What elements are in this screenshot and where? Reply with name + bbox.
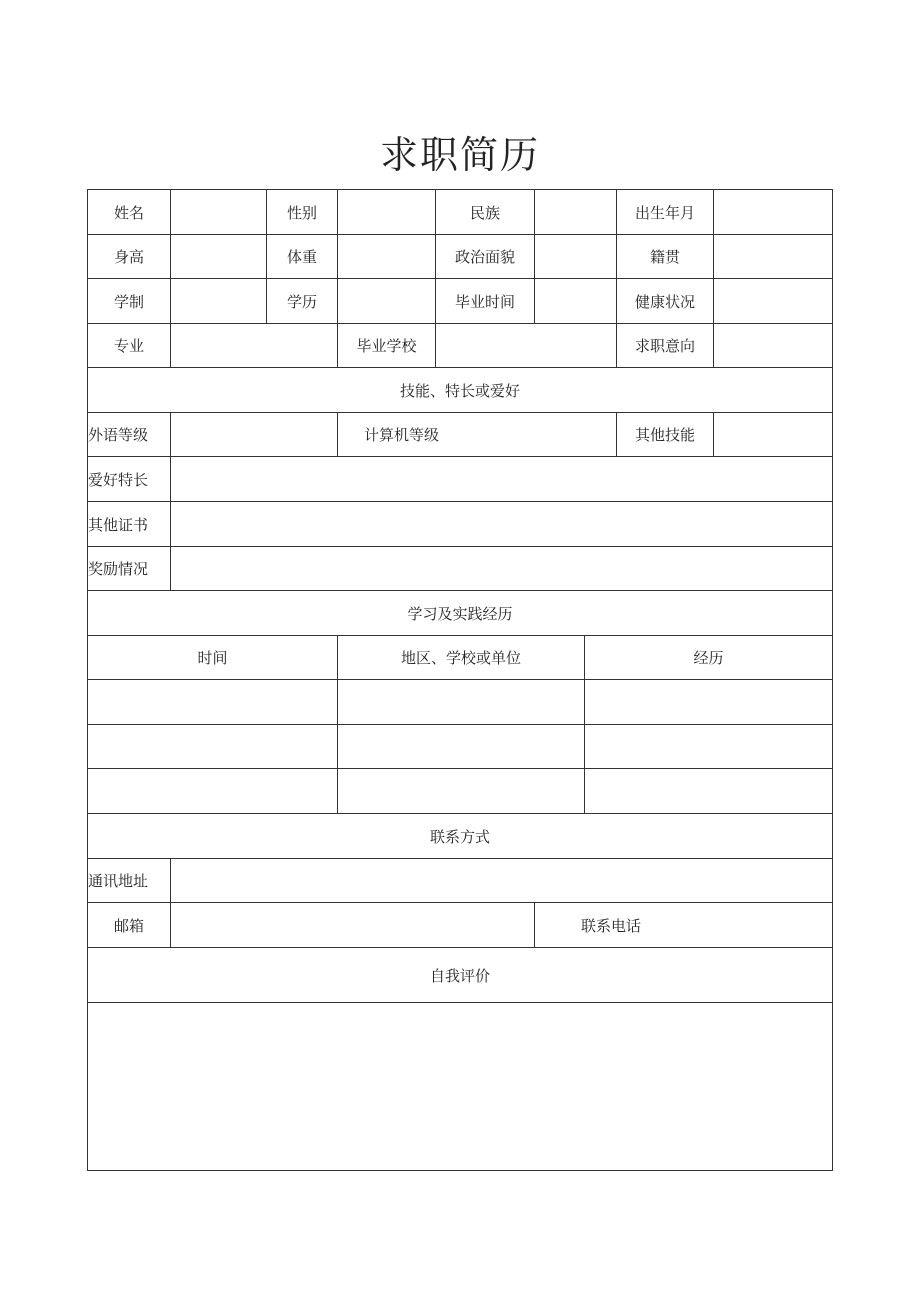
section-experience-title: 学习及实践经历 <box>407 604 513 623</box>
label-job-intent-text: 求职意向 <box>634 337 695 355</box>
field-self-eval[interactable] <box>88 1003 832 1170</box>
label-major-text: 专业 <box>113 337 144 355</box>
section-contact-title: 联系方式 <box>429 827 490 846</box>
col-header-time <box>88 636 338 680</box>
field-height[interactable] <box>171 235 267 279</box>
exp-row-2-time[interactable] <box>88 725 338 769</box>
exp-row-1-place[interactable] <box>338 680 585 725</box>
label-ethnicity <box>436 190 535 235</box>
section-experience-header <box>88 591 832 636</box>
label-foreign <box>88 413 171 457</box>
label-name-text: 姓名 <box>113 203 144 222</box>
label-grad-time <box>436 279 535 324</box>
section-self-eval-title: 自我评价 <box>429 966 490 985</box>
page-title: 求职简历 <box>379 133 540 177</box>
label-phone-text: 联系电话 <box>581 916 642 935</box>
field-origin[interactable] <box>714 235 832 279</box>
section-self-eval-header <box>88 948 832 1003</box>
field-birth[interactable] <box>714 190 832 235</box>
label-hobbies-text: 爱好特长 <box>88 470 149 489</box>
section-skills-header <box>88 368 832 413</box>
label-weight-text: 体重 <box>286 248 317 266</box>
exp-row-2-exp[interactable] <box>585 725 832 769</box>
label-awards <box>88 547 171 591</box>
label-other-skills <box>617 413 714 457</box>
field-address[interactable] <box>171 859 832 903</box>
label-name <box>88 190 171 235</box>
resume-table <box>87 189 833 1171</box>
label-height-text: 身高 <box>113 248 144 266</box>
section-skills-title: 技能、特长或爱好 <box>399 381 520 400</box>
field-major[interactable] <box>171 324 338 368</box>
field-grad-school[interactable] <box>436 324 617 368</box>
label-certs-text: 其他证书 <box>88 515 149 534</box>
exp-row-1-exp[interactable] <box>585 680 832 725</box>
field-name[interactable] <box>171 190 267 235</box>
label-political-text: 政治面貌 <box>454 248 515 266</box>
label-origin-text: 籍贯 <box>649 248 680 266</box>
col-header-place <box>338 636 585 680</box>
field-education[interactable] <box>338 279 436 324</box>
exp-row-3-place[interactable] <box>338 769 585 814</box>
label-weight <box>267 235 338 279</box>
label-email-text: 邮箱 <box>113 916 144 935</box>
label-email <box>88 903 171 948</box>
field-ethnicity[interactable] <box>535 190 617 235</box>
field-foreign[interactable] <box>171 413 338 457</box>
field-grad-time[interactable] <box>535 279 617 324</box>
label-health <box>617 279 714 324</box>
col-header-exp-text: 经历 <box>693 649 724 667</box>
label-grad-school <box>338 324 436 368</box>
label-gender-text: 性别 <box>286 203 317 222</box>
col-header-time-text: 时间 <box>197 649 228 667</box>
label-job-intent <box>617 324 714 368</box>
label-grad-school-text: 毕业学校 <box>356 337 417 355</box>
label-computer <box>338 413 617 457</box>
label-origin <box>617 235 714 279</box>
col-header-place-text: 地区、学校或单位 <box>400 649 521 667</box>
label-ethnicity-text: 民族 <box>469 203 500 222</box>
label-address <box>88 859 171 903</box>
exp-row-3-time[interactable] <box>88 769 338 814</box>
exp-row-3-exp[interactable] <box>585 769 832 814</box>
field-other-skills[interactable] <box>714 413 832 457</box>
label-grad-time-text: 毕业时间 <box>454 292 515 311</box>
exp-row-1-time[interactable] <box>88 680 338 725</box>
field-hobbies[interactable] <box>171 457 832 502</box>
label-phone <box>535 903 832 948</box>
label-birth <box>617 190 714 235</box>
label-schooling-text: 学制 <box>113 292 144 311</box>
exp-row-2-place[interactable] <box>338 725 585 769</box>
field-email[interactable] <box>171 903 535 948</box>
field-schooling[interactable] <box>171 279 267 324</box>
field-weight[interactable] <box>338 235 436 279</box>
label-political <box>436 235 535 279</box>
field-job-intent[interactable] <box>714 324 832 368</box>
label-education-text: 学历 <box>286 292 317 311</box>
label-other-skills-text: 其他技能 <box>634 426 695 444</box>
section-contact-header <box>88 814 832 859</box>
label-certs <box>88 502 171 547</box>
field-gender[interactable] <box>338 190 436 235</box>
label-address-text: 通讯地址 <box>88 872 149 890</box>
label-computer-text: 计算机等级 <box>364 426 440 444</box>
label-major <box>88 324 171 368</box>
field-awards[interactable] <box>171 547 832 591</box>
label-hobbies <box>88 457 171 502</box>
label-health-text: 健康状况 <box>634 292 695 311</box>
col-header-exp <box>585 636 832 680</box>
label-foreign-text: 外语等级 <box>88 426 149 444</box>
label-birth-text: 出生年月 <box>634 203 695 222</box>
label-awards-text: 奖励情况 <box>88 560 149 578</box>
label-height <box>88 235 171 279</box>
field-health[interactable] <box>714 279 832 324</box>
label-education <box>267 279 338 324</box>
label-schooling <box>88 279 171 324</box>
label-gender <box>267 190 338 235</box>
field-certs[interactable] <box>171 502 832 547</box>
field-political[interactable] <box>535 235 617 279</box>
